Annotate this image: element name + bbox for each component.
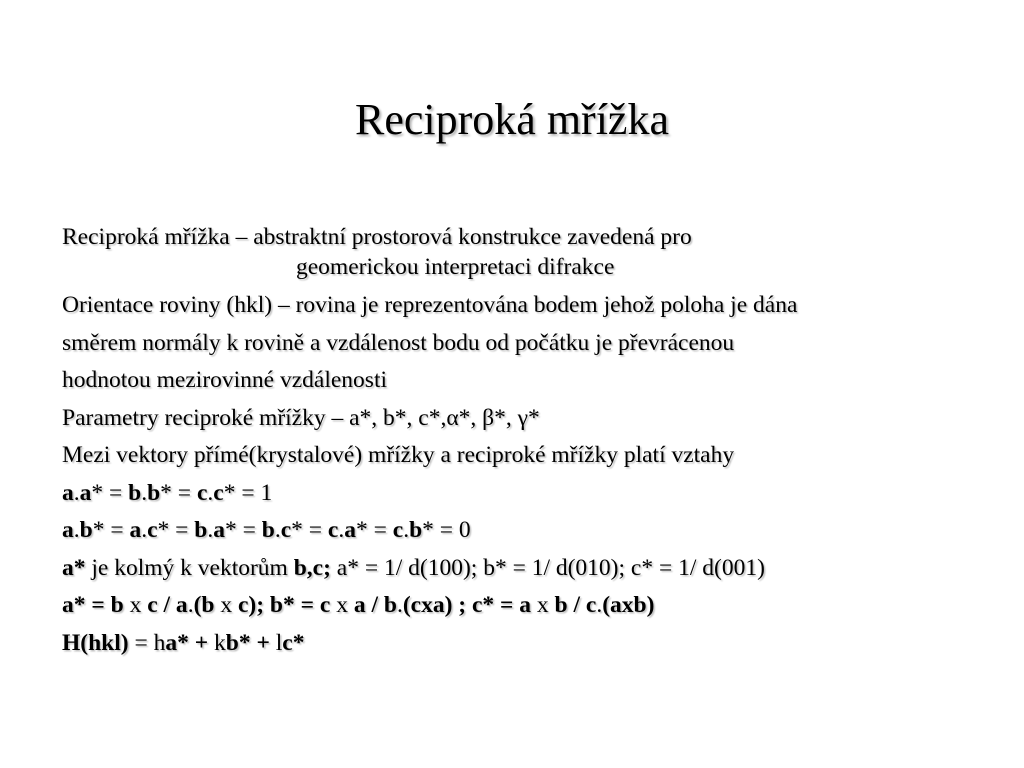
vector-symbol: b,c;: [293, 555, 331, 581]
vector-symbol: a* = b: [62, 592, 124, 618]
vector-symbol: c: [213, 480, 224, 506]
text-line: hodnotou mezirovinné vzdálenosti: [62, 367, 388, 393]
text-line: Reciproká mřížka – abstraktní prostorová konstrukce zavedená pro: [62, 224, 692, 250]
vector-symbol: (axb): [602, 592, 655, 618]
operator: * =: [157, 517, 195, 543]
operator: .: [274, 517, 281, 543]
slide-title: Reciproká mřížka: [355, 95, 669, 144]
text-line: Mezi vektory přímé(krystalové) mřížky a reciproké mřížky platí vztahy: [62, 442, 735, 468]
operator: .: [73, 517, 80, 543]
vector-symbol: a*: [62, 555, 86, 581]
text-line: Parametry reciproké mřížky – a*, b*, c*,α*, β*, γ*: [62, 405, 540, 431]
vector-symbol: c: [196, 480, 208, 506]
equation-text: je kolmý k vektorům: [85, 555, 294, 581]
operator: .: [141, 517, 148, 543]
equation-text: a* = 1/ d(100); b* = 1/ d(010); c* = 1/ d(001): [330, 555, 765, 581]
operator: .: [396, 592, 403, 618]
vector-symbol: a: [62, 480, 74, 506]
vector-symbol: a / b: [353, 592, 397, 618]
vector-symbol: a* +: [165, 630, 215, 656]
vector-symbol: a: [79, 480, 92, 506]
operator: .: [141, 480, 148, 506]
operator: .: [73, 480, 80, 506]
operator: = h: [128, 630, 166, 656]
vector-symbol: c: [392, 517, 404, 543]
vector-symbol: H(hkl): [62, 630, 129, 656]
operator: * =: [225, 517, 262, 543]
vector-symbol: b: [128, 480, 142, 506]
vector-symbol: a: [213, 517, 225, 543]
equation-line: [62, 628, 304, 658]
operator: k: [214, 630, 226, 656]
operator: x: [123, 592, 148, 618]
operator: .: [596, 592, 603, 618]
vector-symbol: c / a: [147, 592, 188, 618]
operator: * =: [291, 517, 328, 543]
operator: x: [330, 592, 354, 618]
operator: x: [214, 592, 238, 618]
operator: .: [338, 517, 345, 543]
vector-symbol: b: [409, 517, 423, 543]
operator: * = 0: [422, 517, 471, 543]
vector-symbol: a: [129, 517, 142, 543]
operator: .: [403, 517, 410, 543]
vector-symbol: b: [261, 517, 275, 543]
vector-symbol: (cxa) ; c* = a: [402, 592, 532, 618]
vector-symbol: a: [344, 517, 356, 543]
vector-symbol: b / c: [554, 592, 597, 618]
equation-line: [62, 478, 272, 508]
vector-symbol: c: [280, 517, 292, 543]
equation-line: [62, 515, 471, 545]
vector-symbol: b: [194, 517, 208, 543]
vector-symbol: b: [147, 480, 161, 506]
vector-symbol: c: [327, 517, 339, 543]
vector-symbol: b: [79, 517, 93, 543]
text-line: Orientace roviny (hkl) – rovina je reprezentována bodem jehož poloha je dána: [62, 292, 798, 318]
text-line: směrem normály k rovině a vzdálenost bodu od počátku je převrácenou: [62, 330, 735, 356]
equation-line: [62, 553, 765, 583]
operator: .: [207, 517, 214, 543]
operator: .: [187, 592, 194, 618]
operator: * =: [355, 517, 393, 543]
vector-symbol: a: [62, 517, 74, 543]
operator: .: [207, 480, 214, 506]
text-line: geomerickou interpretaci difrakce: [296, 254, 615, 280]
vector-symbol: b* +: [225, 630, 276, 656]
operator: * = 1: [223, 480, 273, 506]
vector-symbol: c*: [282, 630, 305, 656]
vector-symbol: c); b* = c: [237, 592, 331, 618]
operator: * =: [92, 517, 130, 543]
operator: x: [531, 592, 555, 618]
operator: * =: [91, 480, 129, 506]
operator: l: [275, 630, 283, 656]
vector-symbol: c: [147, 517, 158, 543]
operator: * =: [160, 480, 197, 506]
equation-line: [62, 590, 654, 620]
vector-symbol: (b: [193, 592, 215, 618]
